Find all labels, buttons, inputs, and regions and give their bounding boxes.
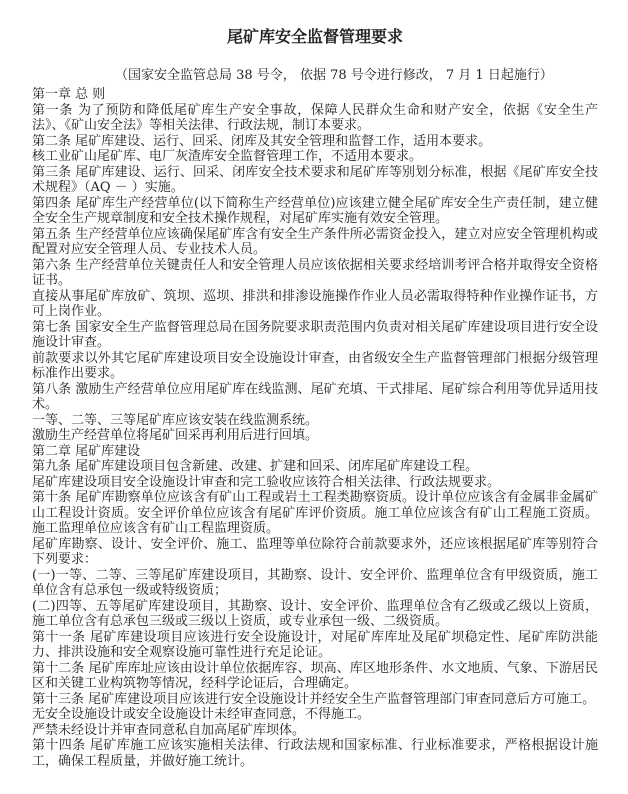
document-title: 尾矿库安全监督管理要求 <box>226 27 403 46</box>
chapter-heading: 第一章 总 则 <box>32 87 106 102</box>
article-paragraph: 第九条 尾矿库建设项目包含新建、改建、扩建和回采、闭库尾矿库建设工程。 <box>32 459 479 474</box>
article-paragraph: 第十二条 尾矿库库址应该由设计单位依据库容、坝高、库区地形条件、水文地质、气象、下游居民区和关键工业构筑物等情况，经科学论证后，合理确定。 <box>32 660 598 691</box>
paragraph: (一)一等、二等、三等尾矿库建设项目，其勘察、设计、安全评价、监理单位含有甲级资质，施工单位含有总承包一级或特级资质； <box>32 567 598 598</box>
document-body <box>32 87 598 769</box>
article-paragraph: 第十一条 尾矿库建设项目应该进行安全设施设计，对尾矿库库址及尾矿坝稳定性、尾矿库防洪能力、排洪设施和安全观察设施可靠性进行充足论证。 <box>32 629 598 660</box>
paragraph: 激励生产经营单位将尾矿回采再利用后进行回填。 <box>32 428 319 443</box>
paragraph: 严禁未经设计并审查同意私自加高尾矿库坝体。 <box>32 722 306 738</box>
article-paragraph: 第五条 生产经营单位应该确保尾矿库含有安全生产条件所必需资金投入，建立对应安全管理机构或配置对应安全管理人员、专业技术人员。 <box>32 226 598 257</box>
article-paragraph: 第一条 为了预防和降低尾矿库生产安全事故，保障人民群众生命和财产安全，依据《安全生产法》、《矿山安全法》等相关法律、行政法规，制订本要求。 <box>32 102 598 133</box>
paragraph: 核工业矿山尾矿库、电厂灰渣库安全监督管理工作，不适用本要求。 <box>32 149 423 164</box>
document-subtitle: （国家安全监管总局 38 号令， 依据 78 号令进行修改， 7 月 1 日起施行） <box>115 68 553 83</box>
paragraph: 无安全设施设计或安全设施设计未经审查同意，不得施工。 <box>32 707 371 722</box>
article-paragraph: 第十条 尾矿库勘察单位应该含有矿山工程或岩土工程类勘察资质。设计单位应该含有金属非金属矿山工程设计资质。安全评价单位应该含有尾矿库评价资质。施工单位应该含有矿山工程施工资质。施工监理单位应该含有矿山工程监理资质。 <box>32 490 598 536</box>
article-paragraph: 第七条 国家安全生产监督管理总局在国务院要求职责范围内负责对相关尾矿库建设项目进行安全设施设计审查。 <box>32 319 598 350</box>
article-paragraph: 第十四条 尾矿库施工应该实施相关法律、行政法规和国家标准、行业标准要求，严格根据设计施工，确保工程质量，并做好施工统计。 <box>32 738 598 769</box>
article-paragraph: 第八条 激励生产经营单位应用尾矿库在线监测、尾矿充填、干式排尾、尾矿综合利用等优异适用技术。 <box>32 381 598 412</box>
article-paragraph: 第六条 生产经营单位关键责任人和安全管理人员应该依据相关要求经培训考评合格并取得安全资格证书。 <box>32 257 598 288</box>
paragraph: 一等、二等、三等尾矿库应该安装在线监测系统。 <box>32 412 319 428</box>
paragraph: 尾矿库勘察、设计、安全评价、施工、监理等单位除符合前款要求外，还应该根据尾矿库等别符合下列要求： <box>32 536 598 567</box>
paragraph: 尾矿库建设项目安全设施设计审查和完工验收应该符合相关法律、行政法规要求。 <box>32 474 501 490</box>
article-paragraph: 第四条 尾矿库生产经营单位(以下简称生产经营单位)应该建立健全尾矿库安全生产责任制，建立健全安全生产规章制度和安全技术操作规程，对尾矿库实施有效安全管理。 <box>32 195 598 226</box>
paragraph: 直接从事尾矿库放矿、筑坝、巡坝、排洪和排渗设施操作作业人员必需取得特种作业操作证书，方可上岗作业。 <box>32 288 598 319</box>
article-paragraph: 第二条 尾矿库建设、运行、回采、闭库及其安全管理和监督工作，适用本要求。 <box>32 133 492 149</box>
chapter-heading: 第二章 尾矿库建设 <box>32 443 141 459</box>
paragraph: 前款要求以外其它尾矿库建设项目安全设施设计审查，由省级安全生产监督管理部门根据分级管理标准作出要求。 <box>32 350 598 381</box>
paragraph: (二)四等、五等尾矿库建设项目，其勘察、设计、安全评价、监理单位含有乙级或乙级以上资质，施工单位含有总承包三级或三级以上资质，或专业承包一级、二级资质。 <box>32 598 598 629</box>
article-paragraph: 第三条 尾矿库建设、运行、回采、闭库安全技术要求和尾矿库等别划分标准，根据《尾矿库安全技术规程》（AQ － ）实施。 <box>32 164 598 195</box>
article-paragraph: 第十三条 尾矿库建设项目应该进行安全设施设计并经安全生产监督管理部门审查同意后方可施工。 <box>32 691 596 707</box>
